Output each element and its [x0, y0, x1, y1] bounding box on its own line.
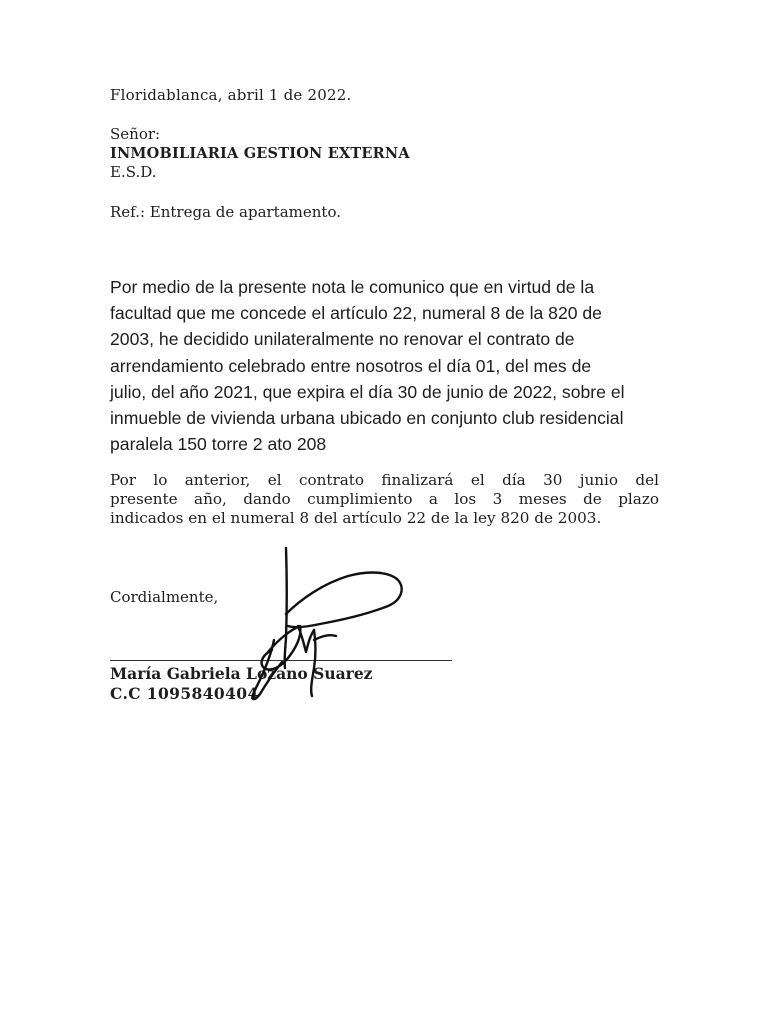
paragraph-line: Por lo anterior, el contrato finalizará el día 30 junio del [110, 471, 659, 489]
paragraph-line: julio, del año 2021, que expira el día 30 de junio de 2022, sobre el [110, 381, 625, 402]
esd-line: E.S.D. [110, 163, 157, 181]
signer-name: María Gabriela Lozano Suarez [110, 664, 373, 683]
date-line: Floridablanca, abril 1 de 2022. [110, 86, 352, 104]
body-paragraph-1 [110, 274, 670, 457]
reference-line: Ref.: Entrega de apartamento. [110, 203, 341, 221]
paragraph-line: 2003, he decidido unilateralmente no renovar el contrato de [110, 329, 575, 350]
paragraph-line: presente año, dando cumplimiento a los 3 meses de plazo [110, 490, 659, 508]
paragraph-line: Por medio de la presente nota le comunico que en virtud de la [110, 277, 595, 297]
closing: Cordialmente, [110, 588, 219, 606]
recipient-name: INMOBILIARIA GESTION EXTERNA [110, 145, 410, 162]
paragraph-line: facultad que me concede el artículo 22, numeral 8 de la 820 de [110, 303, 602, 324]
paragraph-line: arrendamiento celebrado entre nosotros el día 01, del mes de [110, 355, 592, 376]
body-paragraph-2 [110, 471, 659, 528]
paragraph-line: indicados en el numeral 8 del artículo 22 de la ley 820 de 2003. [110, 509, 602, 527]
handwritten-signature [230, 540, 430, 715]
paragraph-line: paralela 150 torre 2 ato 208 [110, 434, 327, 455]
paragraph-line: inmueble de vivienda urbana ubicado en conjunto club residencial [110, 408, 624, 429]
salutation: Señor: [110, 125, 161, 143]
signer-id: C.C 1095840404 [110, 684, 259, 703]
